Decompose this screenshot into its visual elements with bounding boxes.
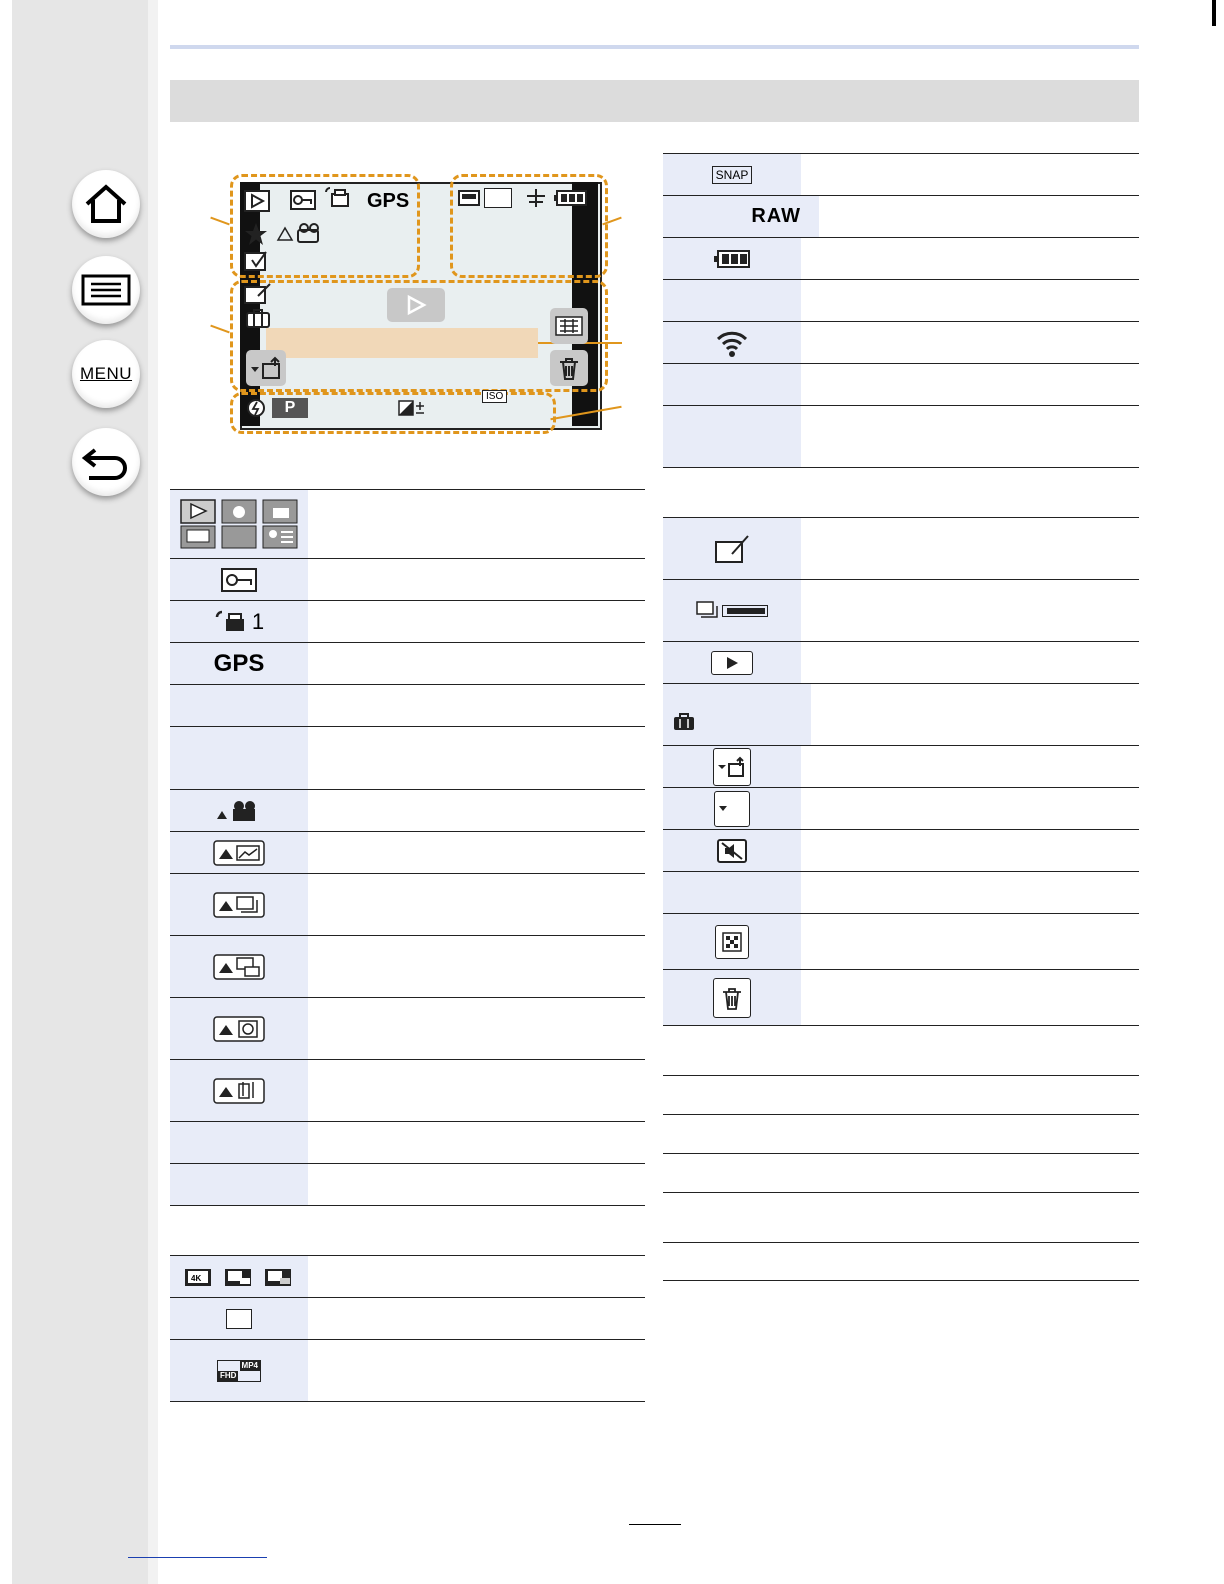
upload-set-icon (244, 250, 270, 272)
table-row (663, 238, 1139, 280)
callout-3 (210, 325, 229, 334)
home-icon (83, 183, 129, 225)
table-row (170, 998, 645, 1060)
footer-link-underline[interactable] (128, 1557, 267, 1558)
table-row (663, 406, 1139, 468)
table-row (663, 154, 1139, 196)
mp4-label: MP4 (241, 1360, 258, 1370)
multi-playback-icon (722, 932, 742, 952)
table-row (663, 1026, 1139, 1076)
multi-playback-button (715, 925, 749, 959)
contents-button[interactable] (72, 256, 140, 324)
table-row (663, 1243, 1139, 1281)
table-row (170, 559, 645, 601)
text-stamp-icon (244, 282, 272, 304)
menu-label: MENU (79, 364, 133, 383)
table-row (663, 1154, 1139, 1193)
battery-icon (714, 250, 750, 268)
table-row (170, 490, 645, 559)
sidebar-edge (148, 0, 158, 1584)
section-header-bar (170, 80, 1139, 122)
mute-icon (717, 839, 747, 863)
movie-extract-icon (215, 799, 263, 823)
playback-screen-diagram (200, 170, 630, 440)
burst-group-icon (213, 892, 265, 918)
list-icon (81, 274, 131, 306)
table-row (663, 872, 1139, 914)
table-row (170, 874, 645, 936)
burst-stack-icon (696, 601, 720, 621)
star-icon (244, 222, 268, 246)
upload-option-button (714, 791, 750, 827)
trash-icon (721, 985, 743, 1011)
home-button[interactable] (72, 170, 140, 238)
picture-size-box (484, 188, 512, 208)
table-row (170, 1340, 645, 1402)
table-row (663, 788, 1139, 830)
multi-playback-icon (555, 316, 583, 336)
table-row (170, 1164, 645, 1206)
table-row (170, 685, 645, 727)
table-row (170, 832, 645, 874)
table-row (663, 1193, 1139, 1243)
table-row (663, 1076, 1139, 1115)
table-row (170, 601, 645, 643)
panorama-playback-icon (213, 840, 265, 866)
protect-key-icon (290, 190, 316, 210)
table-row (170, 643, 645, 685)
table-row (170, 727, 645, 790)
table-row (663, 642, 1139, 684)
side-navigation-panel (12, 0, 158, 1584)
top-rule (170, 45, 1139, 49)
stop-motion-group-icon (213, 1078, 265, 1104)
screen-upload-button[interactable] (246, 350, 286, 386)
table-row (663, 746, 1139, 788)
table-row (663, 280, 1139, 322)
four-k-burst-s-icon (224, 1266, 254, 1288)
travel-date-icon (246, 308, 270, 328)
text-stamp-icon (714, 534, 750, 564)
four-k-pre-burst-icon (264, 1266, 294, 1288)
trash-icon (557, 355, 581, 381)
screen-recording-mode: P (272, 398, 308, 418)
table-row (170, 936, 645, 998)
back-arrow-icon (81, 442, 131, 482)
screen-gps-label: GPS (367, 190, 410, 212)
table-row (663, 970, 1139, 1026)
play-icon (725, 656, 739, 670)
table-row (170, 1060, 645, 1122)
movie-extract-icon (276, 222, 330, 244)
four-k-burst-icon (184, 1266, 214, 1288)
upload-icon (717, 756, 747, 778)
play-icon (405, 294, 427, 316)
upload-button (713, 748, 751, 786)
table-row (663, 196, 1139, 238)
travel-date-icon (673, 713, 695, 731)
progress-bar (722, 605, 768, 617)
battery-icon (554, 190, 588, 206)
table-row (663, 580, 1139, 642)
page-edge-marker (1212, 0, 1216, 26)
screen-delete-button[interactable] (550, 350, 588, 386)
table-row (170, 790, 645, 832)
table-section-spacer (663, 468, 1139, 518)
table-row (663, 1115, 1139, 1154)
table-row (170, 1256, 645, 1298)
screen-iso-label: ISO (482, 390, 507, 403)
recording-format-icon (217, 1360, 261, 1382)
screen-multi-playback-button[interactable] (550, 308, 588, 344)
exposure-comp-icon (398, 400, 426, 416)
print-count: 1 (251, 608, 265, 634)
four-k-photo-group-icon (213, 954, 265, 980)
table-row (663, 518, 1139, 580)
table-row (663, 914, 1139, 970)
wifi-icon (716, 329, 748, 357)
playback-mode-icons-cell (170, 490, 308, 558)
table-row (663, 830, 1139, 872)
svg-text:4K: 4K (191, 1273, 202, 1283)
playback-mode-icons (179, 498, 299, 550)
fhd-label: FHD (220, 1370, 237, 1380)
flash-off-icon (246, 398, 266, 418)
photo-style-icon (458, 190, 480, 206)
table-row (663, 684, 1139, 746)
upload-icon (249, 356, 283, 380)
table-row (663, 364, 1139, 406)
picture-size-box (226, 1309, 252, 1329)
raw-label: RAW (751, 205, 801, 227)
delete-button (713, 978, 751, 1018)
progress-bar-fill (727, 608, 765, 614)
playback-mode-icon (244, 190, 270, 212)
time-lapse-group-icon (213, 1016, 265, 1042)
screen-play-button[interactable] (387, 288, 445, 322)
table-row (170, 1298, 645, 1340)
menu-button[interactable] (72, 340, 140, 408)
snap-label: SNAP (712, 166, 753, 184)
gps-label: GPS (213, 649, 265, 677)
back-button[interactable] (72, 428, 140, 496)
protect-key-icon (221, 568, 257, 592)
table-row (663, 322, 1139, 364)
callout-1 (210, 217, 229, 226)
print-setting-icon (214, 609, 248, 635)
page-number-rule (629, 1524, 681, 1525)
table-row (170, 1122, 645, 1164)
print-setting-icon (322, 186, 350, 210)
dropdown-arrow-icon (718, 805, 728, 813)
image-quality-icon (526, 188, 546, 208)
play-button (711, 651, 753, 675)
left-icon-table (170, 489, 645, 1402)
right-icon-table (663, 153, 1139, 1281)
table-section-spacer (170, 1206, 645, 1256)
